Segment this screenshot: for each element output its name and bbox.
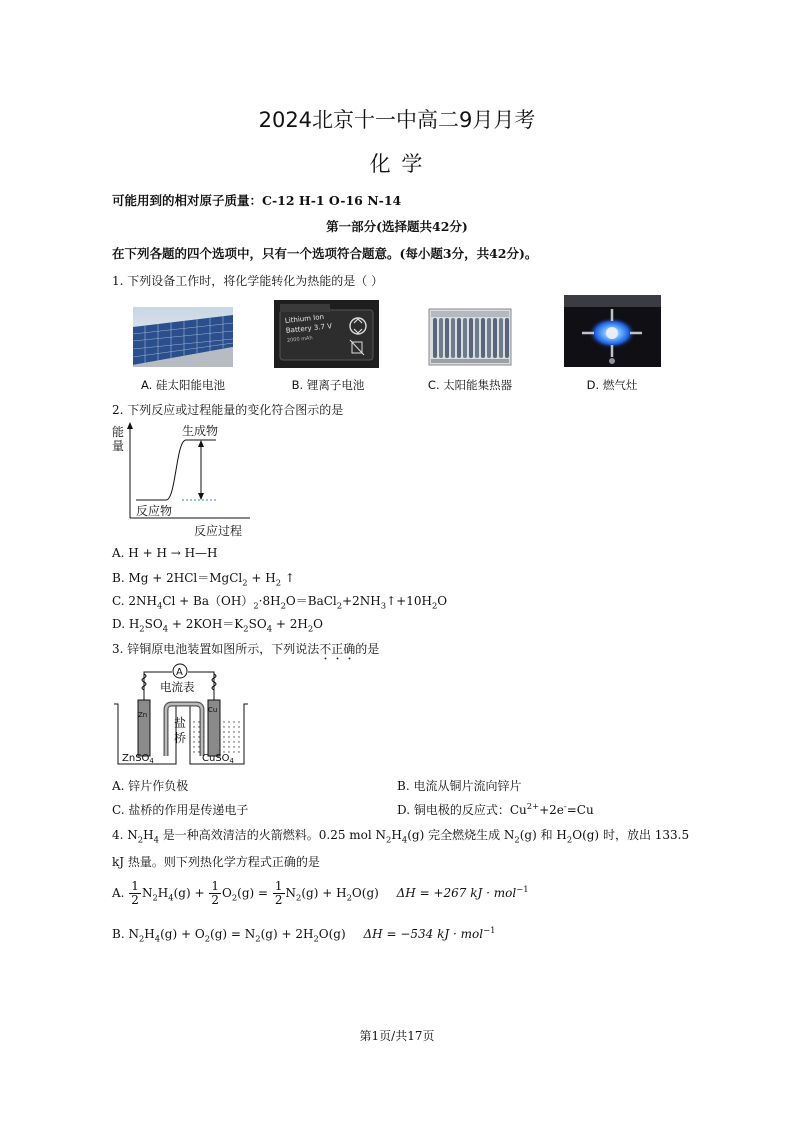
solution-dot: [198, 721, 199, 722]
collector-tube: [445, 318, 449, 358]
q2-option-a: A. H + H → H—H: [112, 546, 218, 560]
solution-dot: [233, 741, 234, 742]
battery-text-2: Battery 3.7 V: [285, 322, 333, 335]
solution-dot: [238, 741, 239, 742]
zn-label: Zn: [138, 711, 148, 719]
solution-dot: [223, 726, 224, 727]
lithium-battery-image: [274, 300, 379, 368]
ammeter-label: 电流表: [160, 680, 195, 694]
zinc-electrode: [138, 700, 150, 756]
fraction-half-2: $\frac{1}{2}$: [211, 879, 219, 907]
q1-option-a: A. 硅太阳能电池: [141, 378, 225, 392]
atomic-mass-line: 可能用到的相对原子质量：C-12 H-1 O-16 N-14: [112, 193, 402, 208]
collector-tube: [463, 318, 467, 358]
q3-option-a: A. 锌片作负极: [112, 779, 189, 793]
collector-tube: [505, 318, 509, 358]
solution-dot: [198, 741, 199, 742]
solution-dot: [193, 731, 194, 732]
collector-tube: [451, 318, 455, 358]
solution-dot: [228, 726, 229, 727]
instructions: 在下列各题的四个选项中，只有一个选项符合题意。(每小题3分，共42分)。: [112, 246, 538, 261]
solution-dot: [228, 741, 229, 742]
solution-dot: [238, 726, 239, 727]
collector-tube: [493, 318, 497, 358]
reactant-label: 反应物: [136, 504, 173, 518]
battery-text-3: 2000 mAh: [286, 335, 313, 344]
part-one-heading: 第一部分(选择题共42分): [326, 219, 468, 234]
collector-tube: [475, 318, 479, 358]
collector-tube: [439, 318, 443, 358]
solution-dot: [223, 721, 224, 722]
collector-tube: [457, 318, 461, 358]
fraction-half-1: $\frac{1}{2}$: [131, 879, 139, 907]
solution-dot: [228, 746, 229, 747]
solution-dot: [198, 736, 199, 737]
solution-dot: [228, 721, 229, 722]
battery-text-1: Lithium Ion: [284, 312, 325, 325]
cu-label: Cu: [208, 706, 218, 714]
solution-dot: [198, 726, 199, 727]
subject-title: 化 学: [369, 152, 425, 176]
gas-stove-image: [564, 295, 661, 367]
q4-stem-line-1: 4. $N_2H_4$ 是一种高效清洁的火箭燃料。0.25 mol $N_2H_4(g)$ 完全燃烧生成 $N_2(g)$ 和 $H_2O(g)$ 时，放出 133.5: [112, 828, 690, 845]
solar-collector-image: [427, 307, 513, 367]
solution-dot: [233, 746, 234, 747]
collector-tube: [469, 318, 473, 358]
bin-icon: [350, 340, 364, 355]
page-footer: 第1页/共17页: [359, 1029, 435, 1043]
energy-axis-label-1: 能: [112, 425, 125, 439]
solution-dot: [223, 736, 224, 737]
collector-tube: [499, 318, 503, 358]
q3-option-d: D. 铜电极的反应式：$Cu^{2+}+2e^-=Cu$: [397, 801, 594, 817]
solution-dot: [193, 751, 194, 752]
q4-option-a: A. $\frac{1}{2}$ $N_2H_4(g)$ + $\frac{1}{2}$ $O_2(g)$ = $\frac{1}{2}$ $N_2(g) + H_2O(g) \Delta H = +267$ kJ · mol$^{-1}$: [112, 879, 529, 907]
q1-option-b: B. 锂离子电池: [291, 378, 365, 392]
solution-dot: [228, 731, 229, 732]
solution-dot: [238, 746, 239, 747]
q2-option-d: D. $H_2SO_4 + 2KOH=K_2SO_4 + 2H_2O$: [112, 617, 324, 634]
q3-stem: 3. 锌铜原电池装置如图所示，下列说法不正确的是: [112, 642, 380, 656]
solution-dot: [193, 736, 194, 737]
solution-dot: [193, 721, 194, 722]
solution-dot: [233, 751, 234, 752]
reaction-process-label: 反应过程: [194, 524, 243, 538]
energy-diagram: [110, 420, 260, 542]
solution-dot: [238, 731, 239, 732]
solution-dot: [233, 721, 234, 722]
q2-stem: 2. 下列反应或过程能量的变化符合图示的是: [112, 403, 344, 417]
product-label: 生成物: [182, 424, 219, 438]
exam-title: 2024北京十一中高二9月月考: [258, 108, 536, 132]
q4-option-b: B. $N_2H_4(g) + O_2(g) = N_2(g) + 2H_2O(g) \Delta H = -534$ kJ · mol$^{-1}$: [112, 925, 496, 944]
solution-dot: [193, 741, 194, 742]
galvanic-cell-diagram: [110, 660, 250, 770]
solar-panel-image: [133, 307, 233, 367]
solution-dot: [233, 731, 234, 732]
solution-dot: [193, 746, 194, 747]
salt-bridge-label-2: 桥: [174, 731, 187, 745]
solution-dot: [238, 736, 239, 737]
solution-dot: [238, 721, 239, 722]
q2-option-b: B. Mg + 2HCl＝MgCl$_2$ + $H_2$ ↑: [112, 571, 295, 588]
solution-dot: [193, 726, 194, 727]
solution-dot: [198, 751, 199, 752]
solution-dot: [223, 731, 224, 732]
collector-tube: [481, 318, 485, 358]
solution-dot: [238, 751, 239, 752]
q2-option-c: C. $2NH_4Cl$ + $Ba(OH)_2\cdot 8H_2O=BaCl_2+2NH_3↑+10H_2O$: [112, 594, 448, 611]
q4-stem-line-2: kJ 热量。则下列热化学方程式正确的是: [112, 855, 320, 869]
q1-option-c: C. 太阳能集热器: [427, 378, 513, 392]
solution-dot: [233, 736, 234, 737]
solution-dot: [228, 736, 229, 737]
solution-dot: [223, 746, 224, 747]
fraction-half-3: $\frac{1}{2}$: [274, 879, 283, 907]
solution-dot: [223, 741, 224, 742]
q1-stem: 1. 下列设备工作时，将化学能转化为热能的是（ ）: [112, 274, 384, 288]
salt-bridge-label-1: 盐: [174, 716, 187, 730]
q3-option-b: B. 电流从铜片流向锌片: [397, 779, 522, 793]
q3-option-c: C. 盐桥的作用是传递电子: [112, 803, 249, 817]
solution-dot: [233, 726, 234, 727]
solution-dot: [198, 731, 199, 732]
solution-dot: [198, 746, 199, 747]
q1-option-d: D. 燃气灶: [586, 378, 638, 392]
energy-axis-label-2: 量: [112, 439, 125, 453]
znso4-label: ZnSO$_4$: [122, 753, 154, 765]
collector-tube: [433, 318, 437, 358]
collector-tube: [487, 318, 491, 358]
cuso4-label: CuSO$_4$: [202, 753, 235, 765]
ammeter-symbol: A: [176, 667, 183, 678]
